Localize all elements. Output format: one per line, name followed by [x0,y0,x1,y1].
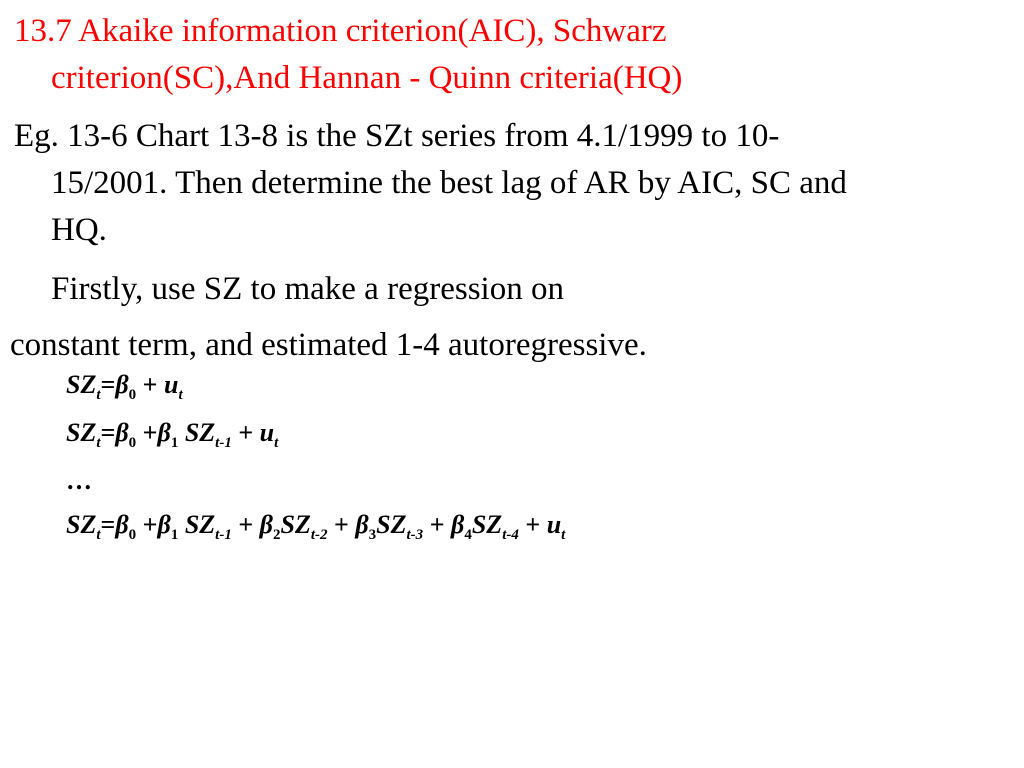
eq1-lhs: SZ [66,370,97,399]
eq2-u: u [259,418,275,447]
eq1-u: u [164,370,179,399]
equation-ellipsis: … [66,466,94,495]
eq2-plus-1: + [142,418,158,447]
example-line-3: HQ. [51,212,107,248]
eq4-beta2: β [259,510,273,539]
eq4-beta0-sub: 0 [128,527,137,543]
eq4-equals: = [100,510,116,539]
eq1-u-sub: t [178,387,183,403]
example-line-1: Eg. 13-6 Chart 13-8 is the SZt series from 4.1/1999 to 10- [14,118,780,154]
eq2-beta1-sub: 1 [170,435,179,451]
equation-ar0 [66,370,183,403]
eq2-equals: = [100,418,116,447]
eq1-beta0: β [115,370,129,399]
example-line-2: 15/2001. Then determine the best lag of AR by AIC, SC and [51,165,847,201]
eq2-beta1: β [157,418,171,447]
eq4-beta0: β [115,510,129,539]
eq1-lhs-sub: t [96,387,101,403]
eq1-plus: + [142,370,158,399]
slide-heading [14,8,1014,102]
eq2-lhs: SZ [66,418,97,447]
eq4-lhs: SZ [66,510,97,539]
eq4-beta3: β [355,510,369,539]
heading-line-1: 13.7 Akaike information criterion(AIC), Schwarz [14,13,667,49]
eq2-beta0-sub: 0 [128,435,137,451]
eq1-beta0-sub: 0 [128,387,137,403]
eq4-lhs-sub: t [96,527,101,543]
eq2-u-sub: t [274,435,279,451]
eq4-beta1-sub: 1 [170,527,179,543]
eq1-equals: = [100,370,116,399]
eq4-plus-4: + [429,510,445,539]
method-continuation: constant term, and estimated 1-4 autoregressive. [10,327,647,363]
equation-ar1 [66,418,279,451]
example-paragraph [14,113,1014,254]
eq4-plus-1: + [142,510,158,539]
eq4-sz4-sub: t-4 [502,527,519,543]
eq2-sz: SZ [184,418,216,447]
eq4-sz1: SZ [184,510,216,539]
eq4-u: u [546,510,562,539]
eq4-plus-5: + [525,510,541,539]
eq2-sz-sub: t-1 [215,435,232,451]
method-paragraph: Firstly, use SZ to make a regression on [51,271,564,307]
eq4-plus-3: + [334,510,349,539]
eq4-sz3-sub: t-3 [406,527,424,543]
eq4-beta1: β [157,510,171,539]
eq4-beta3-sub: 3 [368,527,377,543]
eq4-sz4: SZ [471,510,503,539]
eq4-sz2: SZ [280,510,311,539]
equation-ar4 [66,510,566,543]
eq4-beta4: β [451,510,465,539]
eq4-u-sub: t [561,527,566,543]
eq2-plus-2: + [238,418,254,447]
eq4-sz2-sub: t-2 [310,527,328,543]
eq4-sz3: SZ [376,510,407,539]
eq4-sz1-sub: t-1 [215,527,232,543]
eq2-lhs-sub: t [96,435,101,451]
heading-line-2: criterion(SC),And Hannan - Quinn criteria(HQ) [51,60,683,96]
eq4-beta4-sub: 4 [464,527,472,543]
eq4-plus-2: + [238,510,254,539]
eq2-beta0: β [115,418,129,447]
eq4-beta2-sub: 2 [273,527,281,543]
